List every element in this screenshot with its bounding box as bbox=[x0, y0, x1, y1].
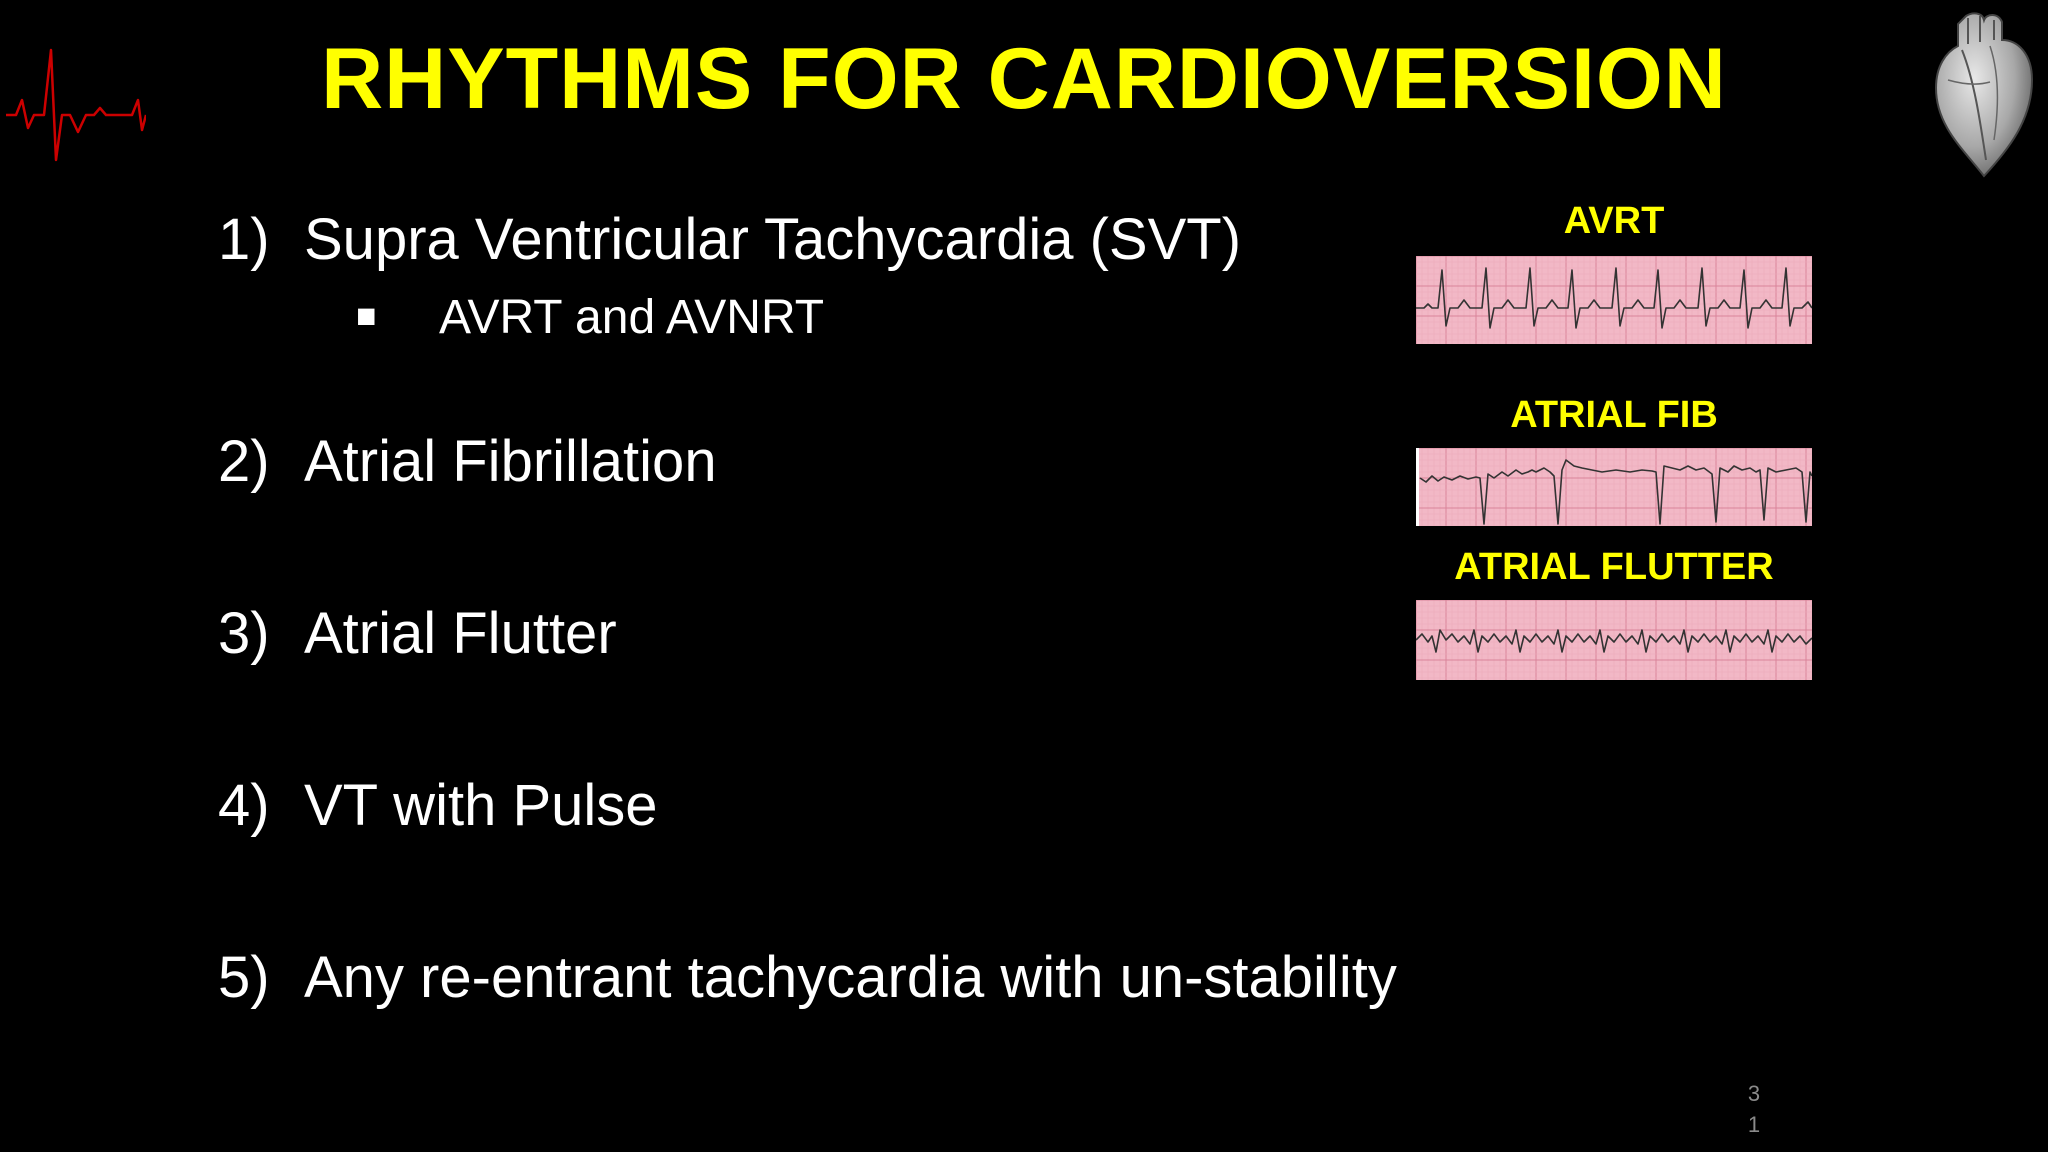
strip-label-atrial-flutter: ATRIAL FLUTTER bbox=[1454, 546, 1774, 588]
list-number: 5) bbox=[218, 945, 270, 1010]
slide-page-number bbox=[1744, 1078, 1764, 1140]
list-item bbox=[218, 428, 717, 495]
page-number-digit: 1 bbox=[1747, 1112, 1761, 1137]
list-item bbox=[218, 600, 617, 667]
list-number: 2) bbox=[218, 429, 270, 494]
list-item bbox=[218, 772, 658, 839]
list-item bbox=[218, 206, 1241, 273]
list-number: 1) bbox=[218, 207, 270, 272]
page-number-digit: 3 bbox=[1747, 1081, 1761, 1106]
list-item bbox=[218, 944, 1397, 1011]
list-text: Supra Ventricular Tachycardia (SVT) bbox=[304, 207, 1242, 272]
ecg-strip-avrt bbox=[1416, 256, 1812, 344]
list-text: VT with Pulse bbox=[304, 773, 658, 838]
list-number: 3) bbox=[218, 601, 270, 666]
list-number: 4) bbox=[218, 773, 270, 838]
sub-list-text: AVRT and AVNRT bbox=[439, 291, 825, 344]
sub-list-item bbox=[356, 290, 824, 345]
strip-label-atrial-fib: ATRIAL FIB bbox=[1510, 394, 1718, 436]
list-text: Any re-entrant tachycardia with un-stability bbox=[304, 945, 1397, 1010]
slide-title: RHYTHMS FOR CARDIOVERSION bbox=[321, 31, 1727, 127]
anatomical-heart-icon bbox=[1928, 10, 2040, 180]
strip-label-avrt: AVRT bbox=[1563, 200, 1665, 242]
ecg-strip-atrial-fib bbox=[1416, 448, 1812, 526]
ecg-strip-atrial-flutter bbox=[1416, 600, 1812, 680]
square-bullet-icon: ■ bbox=[356, 297, 377, 335]
list-text: Atrial Flutter bbox=[304, 601, 617, 666]
list-text: Atrial Fibrillation bbox=[304, 429, 717, 494]
